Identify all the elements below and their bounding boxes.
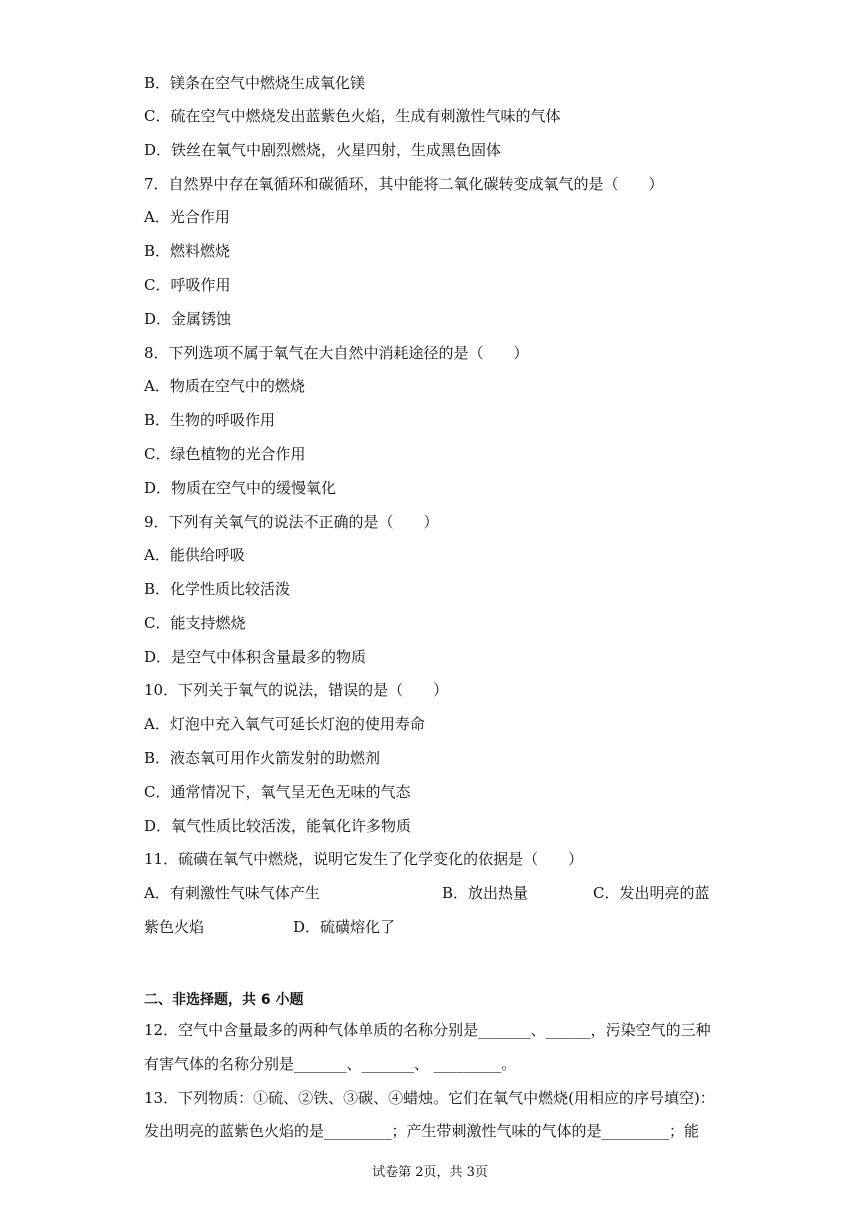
page-footer: 试卷第 2页，共 3页	[372, 1165, 488, 1180]
q11-option-c-part2: 紫色火焰	[144, 918, 205, 936]
q8-option-a: A．物质在空气中的燃烧	[144, 377, 305, 395]
q6-option-c: C．硫在空气中燃烧发出蓝紫色火焰，生成有刺激性气味的气体	[144, 107, 561, 125]
q6-option-b: B．镁条在空气中燃烧生成氧化镁	[144, 74, 366, 92]
q12-line-1: 12．空气中含量最多的两种气体单质的名称分别是_______、______，污染空气的三种	[144, 1021, 711, 1039]
q6-option-d: D．铁丝在氧气中剧烈燃烧，火星四射，生成黑色固体	[144, 141, 502, 159]
q11-option-a: A．有刺激性气味气体产生	[144, 884, 320, 902]
q9-stem: 9．下列有关氧气的说法不正确的是（ ）	[144, 513, 439, 531]
q9-option-b: B．化学性质比较活泼	[144, 580, 291, 598]
q11-option-b: B．放出热量	[442, 884, 529, 902]
q7-option-a: A．光合作用	[144, 208, 230, 226]
q11-option-d: D．硫磺熔化了	[293, 918, 396, 936]
q13-line-1: 13．下列物质：①硫、②铁、③碳、④蜡烛。它们在氧气中燃烧(用相应的序号填空)：	[144, 1089, 715, 1107]
q12-line-2: 有害气体的名称分别是_______、_______、 _________。	[144, 1055, 517, 1073]
q11-stem: 11．硫磺在氧气中燃烧，说明它发生了化学变化的依据是（ ）	[144, 850, 584, 868]
q7-stem: 7．自然界中存在氧循环和碳循环，其中能将二氧化碳转变成氧气的是（ ）	[144, 175, 664, 193]
q9-option-a: A．能供给呼吸	[144, 546, 245, 564]
q8-option-b: B．生物的呼吸作用	[144, 411, 276, 429]
q9-option-d: D．是空气中体积含量最多的物质	[144, 648, 367, 666]
q8-option-c: C．绿色植物的光合作用	[144, 445, 306, 463]
q13-line-2: 发出明亮的蓝紫色火焰的是_________；产生带刺激性气味的气体的是_________；能	[144, 1122, 700, 1140]
q10-option-c: C．通常情况下，氧气呈无色无味的气态	[144, 783, 411, 801]
q10-stem: 10．下列关于氧气的说法，错误的是（ ）	[144, 681, 449, 699]
q8-option-d: D．物质在空气中的缓慢氧化	[144, 479, 337, 497]
q10-option-d: D．氧气性质比较活泼，能氧化许多物质	[144, 817, 412, 835]
q7-option-c: C．呼吸作用	[144, 276, 231, 294]
q8-stem: 8．下列选项不属于氧气在大自然中消耗途径的是（ ）	[144, 344, 529, 362]
q10-option-a: A．灯泡中充入氧气可延长灯泡的使用寿命	[144, 715, 425, 733]
section-heading: 二、非选择题，共 6 小题	[144, 992, 304, 1008]
q9-option-c: C．能支持燃烧	[144, 614, 246, 632]
q11-option-c-part1: C．发出明亮的蓝	[593, 884, 710, 902]
q10-option-b: B．液态氧可用作火箭发射的助燃剂	[144, 749, 381, 767]
q7-option-b: B．燃料燃烧	[144, 242, 231, 260]
q7-option-d: D．金属锈蚀	[144, 310, 232, 328]
